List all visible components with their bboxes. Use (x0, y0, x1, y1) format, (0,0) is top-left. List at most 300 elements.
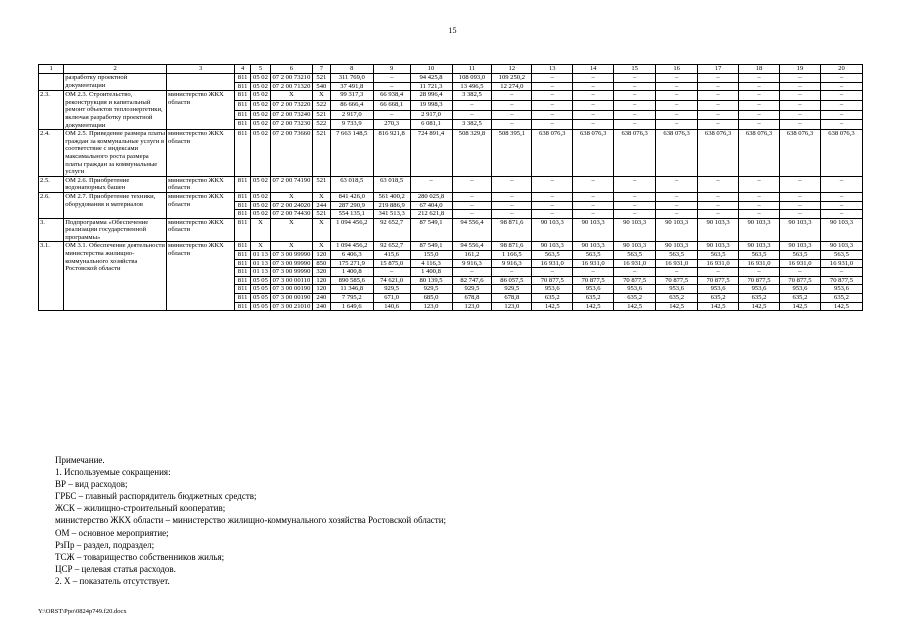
table-cell: 90 103,3 (656, 218, 698, 242)
table-cell: 563,5 (698, 251, 739, 260)
table-cell: 724 891,4 (410, 130, 452, 177)
table-cell: 90 103,3 (573, 218, 614, 242)
table-cell: 05 05 (251, 294, 271, 303)
table-cell: 1 166,5 (492, 251, 532, 260)
table-cell: 890 585,6 (330, 276, 373, 285)
table-cell: 123,0 (452, 302, 492, 311)
table-cell: – (656, 91, 698, 101)
table-cell: – (614, 192, 656, 201)
table-cell: 70 877,5 (739, 276, 780, 285)
table-cell: 929,5 (492, 285, 532, 294)
table-cell: – (698, 192, 739, 201)
table-cell: 3 382,5 (452, 120, 492, 130)
table-cell: – (452, 210, 492, 219)
table-header-row (39, 65, 863, 74)
table-cell: 90 103,3 (532, 242, 573, 251)
table-cell: Х (270, 218, 312, 242)
table-cell: 05 02 (251, 201, 271, 210)
table-cell: – (492, 100, 532, 110)
table-cell: 05 02 (251, 100, 271, 110)
table-cell: 2 917,0 (330, 110, 373, 120)
table-cell: 811 (235, 82, 251, 91)
note-line: ТСЖ – товарищество собственников жилья; (55, 551, 225, 562)
table-cell: 522 (312, 120, 330, 130)
table-cell: – (532, 100, 573, 110)
table-cell: – (820, 201, 862, 210)
table-cell: 521 (312, 130, 330, 177)
table-cell: 90 103,3 (779, 218, 820, 242)
table-cell: 05 02 (251, 91, 271, 101)
table-cell: 92 652,7 (373, 242, 410, 251)
table-cell: – (656, 82, 698, 91)
table-cell: 929,5 (410, 285, 452, 294)
table-cell: 05 02 (251, 210, 271, 219)
table-cell: 11 721,3 (410, 82, 452, 91)
table-cell: 05 02 (251, 74, 271, 83)
table-cell: 63 018,5 (373, 176, 410, 192)
table-cell: – (698, 100, 739, 110)
table-cell: 86 666,4 (330, 100, 373, 110)
table-cell: 929,5 (452, 285, 492, 294)
table-cell: 811 (235, 251, 251, 260)
table-cell: 87 549,1 (410, 218, 452, 242)
table-cell: 3 382,5 (452, 91, 492, 101)
table-cell: 142,5 (779, 302, 820, 311)
table-cell: 15 875,0 (373, 259, 410, 268)
table-cell: 953,6 (532, 285, 573, 294)
row-number: 2.4. (39, 130, 64, 177)
table-cell: 11 346,8 (330, 285, 373, 294)
table-cell: 563,5 (614, 251, 656, 260)
column-header: 20 (820, 65, 862, 74)
table-cell: 90 103,3 (656, 242, 698, 251)
table-cell: 01 13 (251, 268, 271, 277)
table-cell: Х (251, 242, 271, 251)
table-cell: 05 02 (251, 120, 271, 130)
activity-name: Подпрограмма «Обеспечение реализации государственной программы» (64, 218, 167, 242)
table-cell: 811 (235, 74, 251, 83)
table-cell: 850 (312, 259, 330, 268)
table-cell: 70 877,5 (820, 276, 862, 285)
note-line: РзПр – раздел, подраздел; (55, 539, 155, 550)
table-cell: 07 2 00 71320 (270, 82, 312, 91)
table-row (39, 176, 863, 192)
table-cell: – (820, 268, 862, 277)
table-cell: 16 931,0 (614, 259, 656, 268)
table-cell: 90 103,3 (698, 242, 739, 251)
table-cell: 638 076,3 (532, 130, 573, 177)
table-cell: 07 3 00 99990 (270, 259, 312, 268)
table-cell: – (656, 201, 698, 210)
table-cell: – (492, 176, 532, 192)
table-cell: 90 103,3 (698, 218, 739, 242)
table-cell: – (373, 110, 410, 120)
table-row (39, 218, 863, 242)
table-cell: 6 081,1 (410, 120, 452, 130)
table-cell: 212 621,8 (410, 210, 452, 219)
table-cell: 7 663 148,5 (330, 130, 373, 177)
column-header: 18 (739, 65, 780, 74)
notes-title: Примечание. (55, 455, 105, 465)
row-number: 3.1. (39, 242, 64, 311)
table-cell: 109 250,2 (492, 74, 532, 83)
table-cell: 161,2 (452, 251, 492, 260)
table-cell: 521 (312, 210, 330, 219)
table-cell: 142,5 (656, 302, 698, 311)
table-cell: 19 998,3 (410, 100, 452, 110)
table-cell: 953,6 (698, 285, 739, 294)
table-cell: 811 (235, 294, 251, 303)
table-cell: 6 406,3 (330, 251, 373, 260)
column-header: 6 (270, 65, 312, 74)
table-cell: 1 649,6 (330, 302, 373, 311)
table-cell: 240 (312, 302, 330, 311)
table-cell: 671,0 (373, 294, 410, 303)
activity-name: ОМ 2.6. Приобретение водонапорных башен (64, 176, 167, 192)
table-cell: 244 (312, 201, 330, 210)
table-cell: 07 2 00 73210 (270, 74, 312, 83)
column-header: 11 (452, 65, 492, 74)
table-cell: Х (270, 192, 312, 201)
table-cell: 92 652,7 (373, 218, 410, 242)
table-cell: 1 400,8 (410, 268, 452, 277)
table-cell: 87 549,1 (410, 242, 452, 251)
table-cell: 811 (235, 130, 251, 177)
column-header: 4 (235, 65, 251, 74)
table-cell: – (532, 268, 573, 277)
column-header: 1 (39, 65, 64, 74)
table-cell: 94 556,4 (452, 218, 492, 242)
table-cell: – (532, 120, 573, 130)
table-cell: 811 (235, 210, 251, 219)
table-cell: – (698, 74, 739, 83)
table-cell: 320 (312, 268, 330, 277)
table-cell: – (614, 74, 656, 83)
table-cell: 13 496,5 (452, 82, 492, 91)
table-cell: 07 2 00 24020 (270, 201, 312, 210)
table-cell: – (739, 268, 780, 277)
table-cell: 07 3 00 21010 (270, 302, 312, 311)
table-cell: 90 103,3 (614, 242, 656, 251)
table-cell: – (492, 120, 532, 130)
table-cell: 90 103,3 (573, 242, 614, 251)
table-cell: – (698, 91, 739, 101)
table-cell: – (532, 91, 573, 101)
table-cell: 561 400,2 (373, 192, 410, 201)
table-cell: 953,6 (739, 285, 780, 294)
table-cell: 07 2 00 73230 (270, 120, 312, 130)
table-cell: 341 513,3 (373, 210, 410, 219)
table-cell: – (614, 210, 656, 219)
table-cell: – (532, 74, 573, 83)
table-cell: 07 2 00 73240 (270, 110, 312, 120)
table-cell: 142,5 (739, 302, 780, 311)
column-header: 5 (251, 65, 271, 74)
table-cell: – (779, 74, 820, 83)
table-cell: – (573, 201, 614, 210)
table-cell: – (656, 74, 698, 83)
table-cell: – (779, 82, 820, 91)
table-cell: 635,2 (614, 294, 656, 303)
table-row (39, 130, 863, 177)
table-cell: 05 05 (251, 285, 271, 294)
table-cell: 07 2 00 73660 (270, 130, 312, 177)
budget-table (38, 64, 863, 311)
table-cell: 07 3 00 99990 (270, 268, 312, 277)
table-cell: 123,0 (492, 302, 532, 311)
table-cell: – (410, 176, 452, 192)
note-line: 1. Используемые сокращения: (55, 467, 171, 478)
table-cell: 415,6 (373, 251, 410, 260)
table-cell: – (779, 91, 820, 101)
table-cell: – (698, 210, 739, 219)
table-cell: 811 (235, 100, 251, 110)
column-header: 3 (167, 65, 235, 74)
notes-block (55, 454, 875, 587)
activity-name: разработку проектной документации (64, 74, 167, 91)
table-cell: – (698, 176, 739, 192)
table-cell: – (820, 192, 862, 201)
table-cell: 563,5 (820, 251, 862, 260)
table-cell: – (698, 120, 739, 130)
note-line: ЦСР – целевая статья расходов. (55, 563, 176, 574)
note-line: ЖСК – жилищно-строительный кооператив; (55, 503, 226, 514)
table-cell: 563,5 (656, 251, 698, 260)
table-cell: 90 103,3 (820, 218, 862, 242)
table-cell: 70 877,5 (779, 276, 820, 285)
table-cell: – (573, 110, 614, 120)
table-cell: 240 (312, 294, 330, 303)
table-cell: 98 871,6 (492, 242, 532, 251)
table-cell: 219 886,9 (373, 201, 410, 210)
table-cell: 05 02 (251, 82, 271, 91)
note-line: министерство ЖКХ области – министерство жилищно-коммунального хозяйства Ростовской области; (55, 515, 447, 526)
table-row (39, 74, 863, 83)
table-cell: – (820, 100, 862, 110)
table-cell: – (698, 268, 739, 277)
table-cell: – (573, 100, 614, 110)
table-cell: – (452, 110, 492, 120)
table-cell: 685,0 (410, 294, 452, 303)
table-cell: 70 877,5 (573, 276, 614, 285)
table-cell: – (779, 268, 820, 277)
table-cell: 12 274,0 (492, 82, 532, 91)
table-cell: 90 103,3 (820, 242, 862, 251)
table-cell: – (452, 268, 492, 277)
table-cell: 70 877,5 (698, 276, 739, 285)
table-cell: – (452, 192, 492, 201)
table-cell: 01 13 (251, 259, 271, 268)
table-cell: 554 135,1 (330, 210, 373, 219)
table-cell: 635,2 (820, 294, 862, 303)
table-cell: 142,5 (698, 302, 739, 311)
table-cell: 16 931,0 (698, 259, 739, 268)
table-cell: – (739, 74, 780, 83)
column-header: 7 (312, 65, 330, 74)
table-cell: 563,5 (739, 251, 780, 260)
table-cell: 811 (235, 218, 251, 242)
table-cell: – (492, 201, 532, 210)
table-cell: 90 103,3 (739, 242, 780, 251)
table-cell: 841 426,0 (330, 192, 373, 201)
table-cell: 811 (235, 285, 251, 294)
table-cell: – (614, 201, 656, 210)
table-cell: 63 018,5 (330, 176, 373, 192)
table-cell: – (739, 82, 780, 91)
table-cell: 82 747,6 (452, 276, 492, 285)
table-cell: – (656, 192, 698, 201)
table-cell: 311 769,0 (330, 74, 373, 83)
responsible-org (167, 74, 235, 91)
table-cell: – (573, 176, 614, 192)
table-cell: – (656, 176, 698, 192)
table-cell: – (739, 192, 780, 201)
column-header: 9 (373, 65, 410, 74)
table-cell: 05 02 (251, 110, 271, 120)
table-cell: 142,5 (532, 302, 573, 311)
table-cell: – (656, 100, 698, 110)
table-cell: – (698, 110, 739, 120)
table-cell: 521 (312, 110, 330, 120)
table-cell: 80 139,5 (410, 276, 452, 285)
table-cell: 816 921,8 (373, 130, 410, 177)
table-cell: 9 733,9 (330, 120, 373, 130)
column-header: 12 (492, 65, 532, 74)
table-cell: 7 795,2 (330, 294, 373, 303)
table-cell: 1 094 456,2 (330, 242, 373, 251)
table-cell: – (373, 82, 410, 91)
responsible-org: министерство ЖКХ области (167, 218, 235, 242)
table-cell: 953,6 (820, 285, 862, 294)
table-cell: – (779, 201, 820, 210)
note-line: ВР – вид расходов; (55, 479, 128, 490)
table-cell: – (739, 100, 780, 110)
table-cell: 90 103,3 (739, 218, 780, 242)
table-cell: – (492, 91, 532, 101)
column-header: 17 (698, 65, 739, 74)
table-cell: – (820, 210, 862, 219)
table-cell: – (492, 210, 532, 219)
table-cell: 108 093,0 (452, 74, 492, 83)
table-cell: 2 917,0 (410, 110, 452, 120)
table-cell: – (698, 201, 739, 210)
table-cell: 70 877,5 (614, 276, 656, 285)
table-cell: – (779, 110, 820, 120)
table-cell: 07 3 00 00110 (270, 276, 312, 285)
activity-name: ОМ 2.7. Приобретение техники, оборудования и материалов (64, 192, 167, 218)
table-cell: 9 916,3 (452, 259, 492, 268)
table-cell: 638 076,3 (698, 130, 739, 177)
table-cell: 16 931,0 (739, 259, 780, 268)
table-cell: 07 2 00 73220 (270, 100, 312, 110)
table-cell: – (573, 74, 614, 83)
table-cell: 953,6 (614, 285, 656, 294)
table-cell: – (373, 74, 410, 83)
table-cell: – (532, 110, 573, 120)
table-cell: 635,2 (573, 294, 614, 303)
table-cell: Х (312, 218, 330, 242)
table-cell: 120 (312, 285, 330, 294)
table-cell: Х (312, 91, 330, 101)
table-cell: 521 (312, 176, 330, 192)
table-cell: 66 668,1 (373, 100, 410, 110)
table-cell: 287 290,9 (330, 201, 373, 210)
table-cell: 175 271,9 (330, 259, 373, 268)
table-cell: 811 (235, 268, 251, 277)
table-cell: – (779, 100, 820, 110)
table-cell: – (614, 268, 656, 277)
table-cell: 508 395,1 (492, 130, 532, 177)
table-cell: 563,5 (573, 251, 614, 260)
activity-name: ОМ 3.1. Обеспечение деятельности министерства жилищно-коммунального хозяйства Ростовской области (64, 242, 167, 311)
table-cell: 37 491,8 (330, 82, 373, 91)
table-cell: 05 05 (251, 302, 271, 311)
table-cell: 01 13 (251, 251, 271, 260)
column-header: 15 (614, 65, 656, 74)
table-cell: 94 425,8 (410, 74, 452, 83)
table-cell: 05 05 (251, 276, 271, 285)
table-cell: 07 3 00 99990 (270, 251, 312, 260)
table-cell: – (573, 210, 614, 219)
table-cell: – (820, 120, 862, 130)
responsible-org: министерство ЖКХ области (167, 192, 235, 218)
activity-name: ОМ 2.3. Строительство, реконструкция и капитальный ремонт объектов теплоэнергетики, включая разработку проектной документации (64, 91, 167, 130)
table-cell: 635,2 (698, 294, 739, 303)
table-cell: Х (270, 91, 312, 101)
table-cell: 16 931,0 (532, 259, 573, 268)
table-cell: – (614, 176, 656, 192)
table-cell: 638 076,3 (739, 130, 780, 177)
table-cell: 521 (312, 74, 330, 83)
table-cell: 811 (235, 276, 251, 285)
table-cell: 90 103,3 (779, 242, 820, 251)
table-cell: – (573, 268, 614, 277)
table-cell: 120 (312, 276, 330, 285)
column-header: 14 (573, 65, 614, 74)
table-cell: 74 621,0 (373, 276, 410, 285)
table-cell: – (614, 110, 656, 120)
table-cell: 635,2 (532, 294, 573, 303)
table-cell: 90 103,3 (532, 218, 573, 242)
row-number (39, 74, 64, 91)
table-cell: – (614, 120, 656, 130)
table-cell: Х (312, 192, 330, 201)
table-cell: – (698, 82, 739, 91)
table-cell: – (779, 210, 820, 219)
table-cell: 953,6 (573, 285, 614, 294)
table-cell: 67 404,0 (410, 201, 452, 210)
note-line: ГРБС – главный распорядитель бюджетных средств; (55, 491, 257, 502)
table-cell: 05 02 (251, 130, 271, 177)
table-cell: 635,2 (656, 294, 698, 303)
table-row (39, 91, 863, 101)
table-cell: – (452, 100, 492, 110)
table-cell: – (532, 192, 573, 201)
table-cell: 05 02 (251, 176, 271, 192)
table-cell: 638 076,3 (656, 130, 698, 177)
table-cell: 811 (235, 176, 251, 192)
table-cell: 99 317,3 (330, 91, 373, 101)
table-cell: – (373, 268, 410, 277)
table-cell: 811 (235, 120, 251, 130)
table-cell: – (573, 192, 614, 201)
table-cell: Х (270, 242, 312, 251)
table-cell: 142,5 (614, 302, 656, 311)
table-cell: – (779, 120, 820, 130)
table-cell: 280 025,8 (410, 192, 452, 201)
table-cell: 638 076,3 (614, 130, 656, 177)
table-cell: 811 (235, 242, 251, 251)
